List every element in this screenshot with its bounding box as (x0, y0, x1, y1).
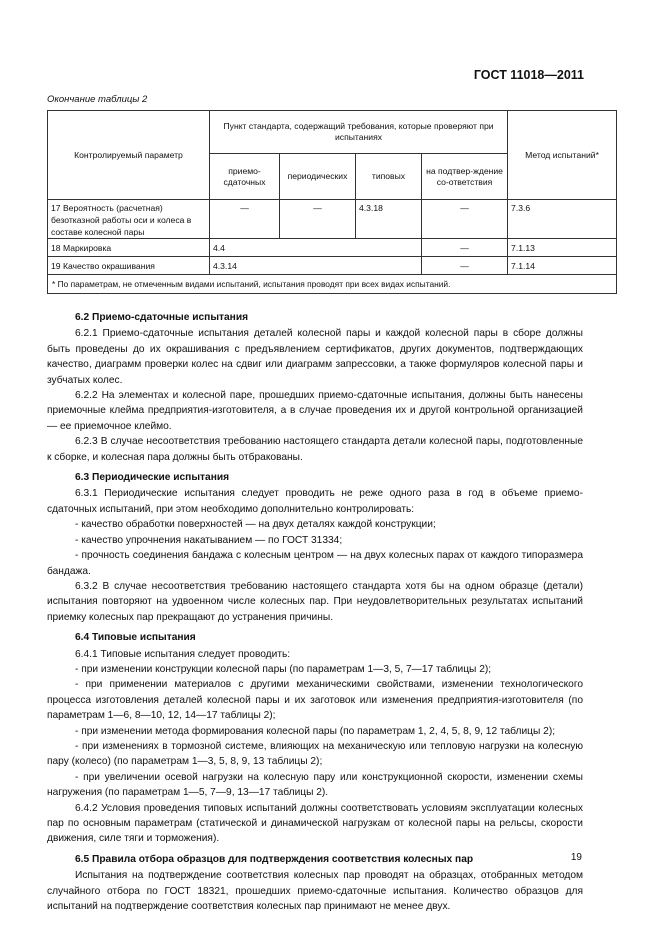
header-group: Пункт стандарта, содержащий требования, которые проверяют при испытаниях (210, 111, 508, 154)
table-row: 18 Маркировка 4.4 — 7.1.13 (48, 239, 617, 257)
paragraph: 6.2.2 На элементах и колесной паре, прошедших приемо-сдаточные испытания, должны быть нанесены приемочные клейма предприятия-изготовителя, а в случае проведения их и другой контрольной организацией — ее приемочное клеймо. (47, 390, 583, 432)
section-heading: 6.3 Периодические испытания (75, 472, 230, 484)
section-heading: 6.5 Правила отбора образцов для подтверждения соответствия колесных пар (75, 853, 474, 865)
table-caption: Окончание таблицы 2 (47, 94, 148, 105)
list-item: - при изменении метода формирования колесной пары (по параметрам 1, 2, 4, 5, 8, 9, 12 таблицы 2); (75, 725, 556, 737)
section-heading: 6.2 Приемо-сдаточные испытания (75, 312, 249, 323)
document-body (47, 305, 583, 914)
header-method: Метод испытаний* (508, 111, 617, 200)
list-item: - при увеличении осевой нагрузки на колесную пару или конструкционной скорости, изменении схемы нагружения (по параметрам 1—5, 7—9, 13—17 таблицы 2). (47, 771, 583, 799)
paragraph: Испытания на подтверждение соответствия колесных пар проводят на образцах, отобранных методом случайного отбора по ГОСТ 18321, прошедших приемо-сдаточные испытания. Количество образцов для испытаний на подтверждение соответствия колесных пар принимают не менее двух. (47, 870, 583, 913)
paragraph: 6.4.2 Условия проведения типовых испытаний должны соответствовать условиям эксплуатации колесных пар по основным параметрам (статической и динамической нагрузкам от колесной пары на рельсы, скорости движения, силе тяги и торможения). (47, 802, 583, 845)
paragraph: 6.4.1 Типовые испытания следует проводить: (75, 648, 291, 660)
paragraph: 6.2.3 В случае несоответствия требованию настоящего стандарта детали колесной пары, подготовленные к сборке, и колесная пара должны быть отбракованы. (47, 436, 583, 463)
list-item: - качество обработки поверхностей — на двух деталях каждой конструкции; (75, 519, 436, 531)
paragraph: 6.3.1 Периодические испытания следует проводить не реже одного раза в год в объеме приемо-сдаточных испытаний, при этом необходимо дополнительно контролировать: (47, 488, 583, 515)
subheader-type: типовых (356, 154, 422, 200)
table-row: 19 Качество окрашивания 4.3.14 — 7.1.14 (48, 257, 617, 275)
list-item: - при применении материалов с другими механическими свойствами, изменении технологического процесса изготовления деталей колесной пары и их заготовок или изменения предприятия-изготовителя (по параметрам 1—6, 8—10, 12, 14—17 таблицы 2); (47, 679, 583, 722)
section-heading: 6.4 Типовые испытания (75, 632, 196, 644)
subheader-periodic: периодических (280, 154, 356, 200)
list-item: - качество упрочнения накатыванием — по ГОСТ 31334; (75, 534, 343, 546)
paragraph: 6.2.1 Приемо-сдаточные испытания деталей колесной пары и каждой колесной пары в сборе должны быть проведены до их окрашивания с предъявлением сертификатов, других документов, подтверждающих качество, диаграмм проверки колес на сдвиг или диаграмм запрессовки, а также формуляров колесной пары и зубчатых колес. (47, 328, 583, 386)
table-footnote: * По параметрам, не отмеченным видами испытаний, испытания проводят при всех видах испытаний. (48, 275, 617, 294)
page-number: 19 (570, 852, 582, 863)
document-header: ГОСТ 11018—2011 (473, 68, 584, 82)
paragraph: 6.3.2 В случае несоответствия требованию настоящего стандарта хотя бы на одном образце (детали) испытания повторяют на удвоенном числе колесных пар. При неудовлетворительных результатах испытаний приемку колесных пар прекращают до устранения причины. (47, 580, 583, 623)
subheader-acceptance: приемо-сдаточных (210, 154, 280, 200)
header-param: Контролируемый параметр (48, 111, 210, 200)
requirements-table (47, 110, 617, 294)
list-item: - прочность соединения бандажа с колесным центром — на двух колесных парах от каждого типоразмера бандажа. (47, 550, 583, 577)
list-item: - при изменении конструкции колесной пары (по параметрам 1—3, 5, 7—17 таблицы 2); (75, 663, 492, 675)
subheader-conformity: на подтвер-ждение со-ответствия (422, 154, 508, 200)
list-item: - при изменениях в тормозной системе, влияющих на механическую или тепловую нагрузки на колесную пару (колесо) (по параметрам 1—3, 5, 8, 9, 13 таблицы 2); (47, 740, 583, 768)
table-row: 17 Вероятность (расчетная) безотказной работы оси и колеса в составе колесной пары — — 4.3.18 — 7.3.6 (48, 200, 617, 239)
